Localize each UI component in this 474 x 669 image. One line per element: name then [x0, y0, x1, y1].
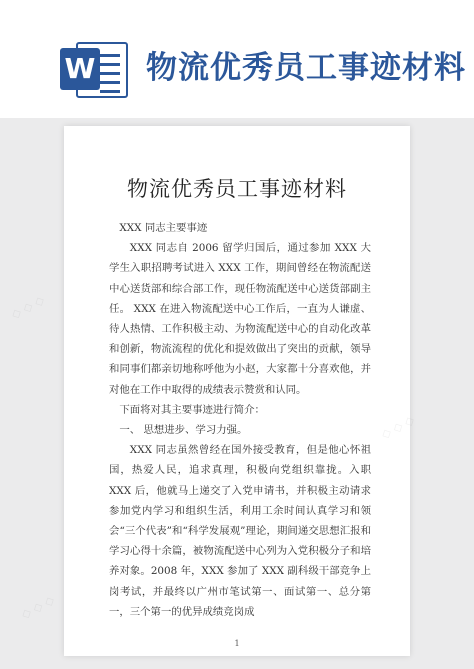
page-number: 1 [234, 639, 240, 648]
watermark: ◇ ◇ ◇ [18, 592, 57, 622]
paragraph-heading: XXX 同志主要事迹 [119, 222, 208, 234]
document-body [109, 218, 371, 622]
document-page [64, 126, 410, 656]
paragraph-intro: 下面将对其主要事迹进行简介： [119, 403, 265, 416]
section-heading: 一、 思想进步、学习力强。 [119, 424, 248, 437]
banner-title: 物流优秀员工事迹材料 [146, 50, 466, 86]
document-title: 物流优秀员工事迹材料 [127, 177, 347, 201]
paragraph: XXX 同志自 2006 留学归国后，通过参加 XXX 大学生入职招聘考试进入 XXX 工作，期间曾经在物流配送中心送货部和综合部工作，现任物流配送中心送货部副主任。 XXX 在进入物流配送中心工作后，一直为人谦虚、待人热情、工作积极主动、为物流配送中心的自动化改革和创新，物流流程的优化和提效做出了突出的贡献，领导和同事们都亲切地称呼他为小赵，大家都十分喜欢他，并对他在工作中取得的成绩表示赞赏和认同。 [109, 242, 371, 396]
word-letter-tile: W [60, 48, 100, 90]
watermark: ◇ ◇ ◇ [8, 292, 47, 322]
paragraph: XXX 同志虽然曾经在国外接受教育，但是他心怀祖国，热爱人民，追求真理，积极向党组织靠拢。入职 XXX 后，他就马上递交了入党申请书，并积极主动请求参加党内学习和组织生活，利用工余时间认真学习和领会“三个代表”和“科学发展观”理论，期间递交思想汇报和学习心得十余篇，被物流配送中心列为入党积极分子和培养对象。2008 年，XXX 参加了 XXX 副科级干部竞争上岗考试，并最终以广州市笔试第一、面试第一、总分第一，三个第一的优异成绩竞岗成 [109, 444, 371, 618]
word-doc-icon [60, 38, 130, 100]
banner [0, 0, 474, 118]
